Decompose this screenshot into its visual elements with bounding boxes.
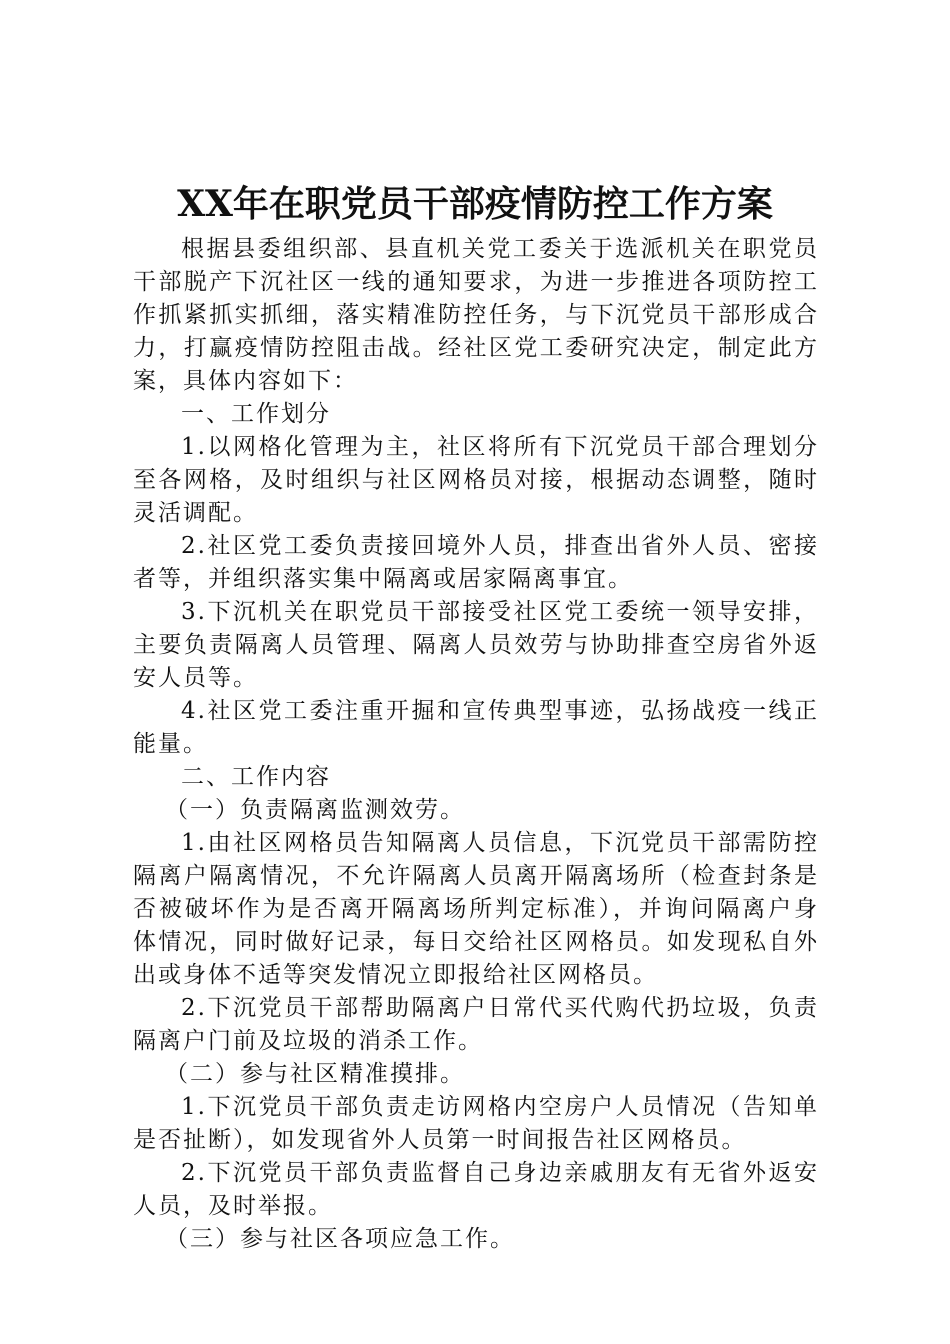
- list-item: 1.由社区网格员告知隔离人员信息，下沉党员干部需防控隔离户隔离情况，不允许隔离人员离开隔离场所（检查封条是否被破坏作为是否离开隔离场所判定标准），并询问隔离户身体情况，同时做好记录，每日交给社区网格员。如发现私自外出或身体不适等突发情况立即报给社区网格员。: [133, 830, 819, 988]
- list-item: 1.以网格化管理为主，社区将所有下沉党员干部合理划分至各网格，及时组织与社区网格员对接，根据动态调整，随时灵活调配。: [133, 434, 819, 526]
- list-item: 3.下沉机关在职党员干部接受社区党工委统一领导安排，主要负责隔离人员管理、隔离人员效劳与协助排查空房省外返安人员等。: [133, 599, 819, 691]
- list-item: 4.社区党工委注重开掘和宣传典型事迹，弘扬战疫一线正能量。: [133, 698, 819, 757]
- list-item: 2.下沉党员干部帮助隔离户日常代买代购代扔垃圾，负责隔离户门前及垃圾的消杀工作。: [133, 995, 819, 1054]
- document-title: XX年在职党员干部疫情防控工作方案: [177, 183, 773, 225]
- list-item: 1.下沉党员干部负责走访网格内空房户人员情况（告知单是否扯断），如发现省外人员第一时间报告社区网格员。: [133, 1094, 819, 1153]
- document-body: [133, 233, 819, 1256]
- section-heading-2: 二、工作内容: [181, 764, 331, 790]
- intro-paragraph: 根据县委组织部、县直机关党工委关于选派机关在职党员干部脱产下沉社区一线的通知要求，为进一步推进各项防控工作抓紧抓实抓细，落实精准防控任务，与下沉党员干部形成合力，打赢疫情防控阻击战。经社区党工委研究决定，制定此方案，具体内容如下：: [133, 236, 819, 394]
- section-heading-1: 一、工作划分: [181, 401, 331, 427]
- subsection-heading-1: （一）负责隔离监测效劳。: [165, 797, 465, 823]
- subsection-heading-3: （三）参与社区各项应急工作。: [165, 1226, 515, 1252]
- list-item: 2.下沉党员干部负责监督自己身边亲戚朋友有无省外返安人员，及时举报。: [133, 1160, 819, 1219]
- list-item: 2.社区党工委负责接回境外人员，排查出省外人员、密接者等，并组织落实集中隔离或居家隔离事宜。: [133, 533, 819, 592]
- subsection-heading-2: （二）参与社区精准摸排。: [165, 1061, 465, 1087]
